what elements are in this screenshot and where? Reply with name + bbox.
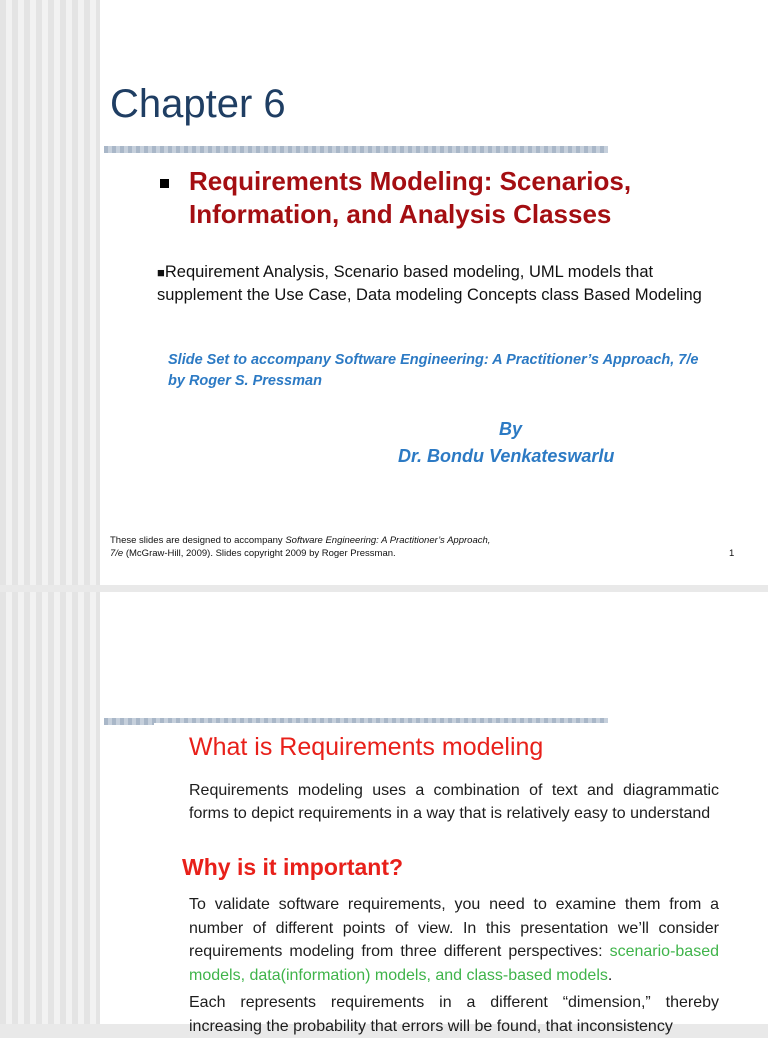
title-rule bbox=[104, 146, 608, 153]
chapter-title: Chapter 6 bbox=[110, 82, 286, 126]
slide-set-credit: Slide Set to accompany Software Engineering: A Practitioner’s Approach, 7/e by Roger S. Pressman bbox=[168, 352, 699, 389]
requirements-modeling-title: What is Requirements modeling bbox=[189, 733, 544, 761]
square-bullet-icon bbox=[160, 179, 169, 188]
decorative-stripe bbox=[0, 592, 100, 1024]
page-number: 1 bbox=[729, 548, 735, 559]
topics-list-item bbox=[157, 261, 717, 307]
model-types-highlight: scenario-based models, data(information) models, and class-based models bbox=[189, 943, 719, 984]
why-end: . bbox=[607, 966, 613, 984]
decorative-stripe bbox=[0, 0, 100, 585]
by-label: By bbox=[499, 419, 523, 439]
definition-paragraph: Requirements modeling uses a combination of text and diagrammatic forms to depict requirements in a way that is relatively easy to understand bbox=[189, 782, 719, 822]
why-text: To validate software requirements, you need to examine them from a number of different points of view. In this presentation we’ll consider requirements modeling from three different perspectives: bbox=[189, 896, 719, 960]
heading-bullet-item bbox=[160, 165, 720, 231]
footer-book-title: Software Engineering: A Practitioner’s Approach, bbox=[285, 535, 491, 546]
footer-rest: (McGraw-Hill, 2009). Slides copyright 2009 by Roger Pressman. bbox=[123, 547, 396, 559]
author-name: Dr. Bondu Venkateswarlu bbox=[398, 446, 615, 466]
footer-edition: 7/e bbox=[110, 547, 124, 559]
why-important-heading: Why is it important? bbox=[182, 854, 404, 880]
why-paragraph bbox=[189, 893, 719, 987]
embedded-text-image bbox=[154, 723, 744, 1035]
footer-prefix: These slides are designed to accompany bbox=[110, 535, 286, 546]
square-bullet-glyph: ■ bbox=[157, 265, 165, 280]
dimension-paragraph: Each represents requirements in a different “dimension,” thereby increasing the probability that errors will be found, that inconsistency bbox=[189, 994, 719, 1035]
copyright-footer bbox=[110, 535, 590, 560]
topics-text: Requirement Analysis, Scenario based modeling, UML models that supplement the Use Case, Data modeling Concepts class Based Modeling bbox=[157, 263, 702, 304]
slide-2 bbox=[0, 592, 768, 1035]
slide-heading: Requirements Modeling: Scenarios, Information, and Analysis Classes bbox=[189, 166, 632, 229]
